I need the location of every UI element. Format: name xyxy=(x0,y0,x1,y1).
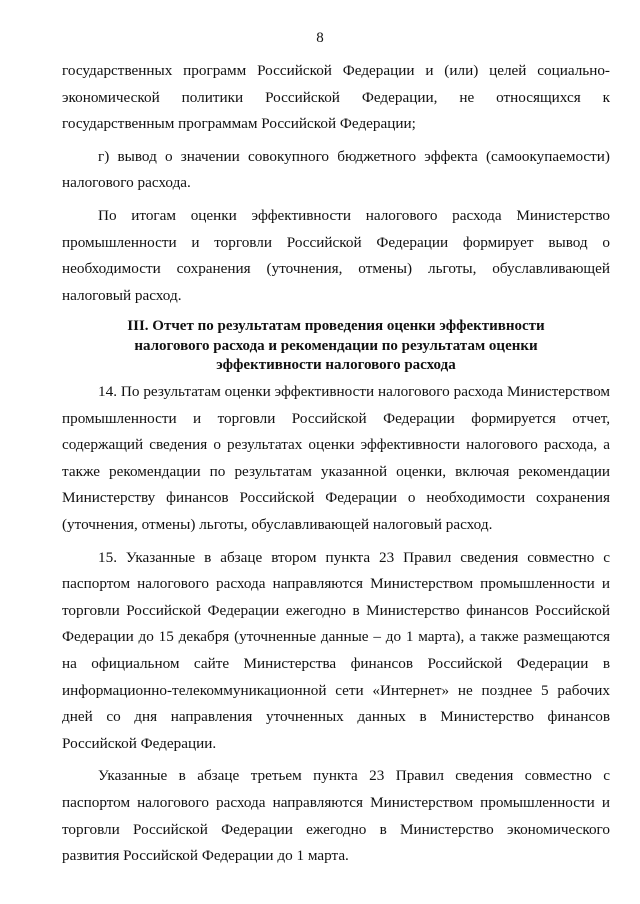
section-heading-line-2: налогового расхода и рекомендации по результатам оценки xyxy=(134,337,538,354)
paragraph-15: 15. Указанные в абзаце втором пункта 23 Правил сведения совместно с паспортом налогового расхода направляются Министерством промышленности и торговли Российской Федерации ежегодно в Министерство финансов Российской Федерации до 15 декабря (уточненные данные – до 1 марта), а также размещаются на официальном сайте Министерства финансов Российской Федерации в информационно-телекоммуникационной сети «Интернет» не позднее 5 рабочих дней со дня направления уточненных данных в Министерство финансов Российской Федерации. xyxy=(62,548,610,752)
section-heading xyxy=(62,317,610,376)
page-number: 8 xyxy=(316,30,324,46)
paragraph-continuation: государственных программ Российской Федерации и (или) целей социально-экономической политики Российской Федерации, не относящихся к государственным программам Российской Федерации; xyxy=(62,62,610,133)
paragraph-15-continued: Указанные в абзаце третьем пункта 23 Правил сведения совместно с паспортом налогового расхода направляются Министерством промышленности и торговли Российской Федерации ежегодно в Министерство экономического развития Российской Федерации до 1 марта. xyxy=(62,767,610,865)
section-text-block xyxy=(62,379,610,870)
paragraph-14: 14. По результатам оценки эффективности налогового расхода Министерством промышленности и торговли Российской Федерации формируется отчет, содержащий сведения о результатах оценки эффективности налогового расхода, а также рекомендации по результатам указанной оценки, включая рекомендации Министерству финансов Российской Федерации о необходимости сохранения (уточнения, отмены) льготы, обуславливающей налоговый расход. xyxy=(62,383,610,533)
paragraph-item-g: г) вывод о значении совокупного бюджетного эффекта (самоокупаемости) налогового расхода. xyxy=(62,147,610,192)
section-heading-line-1: III. Отчет по результатам проведения оценки эффективности xyxy=(127,318,545,334)
intro-text-block xyxy=(62,58,610,309)
section-heading-line-3: эффективности налогового расхода xyxy=(216,357,456,373)
paragraph-conclusion: По итогам оценки эффективности налогового расхода Министерство промышленности и торговли Российской Федерации формирует вывод о необходимости сохранения (уточнения, отмены) льготы, обуславливающей налоговый расход. xyxy=(62,206,610,304)
